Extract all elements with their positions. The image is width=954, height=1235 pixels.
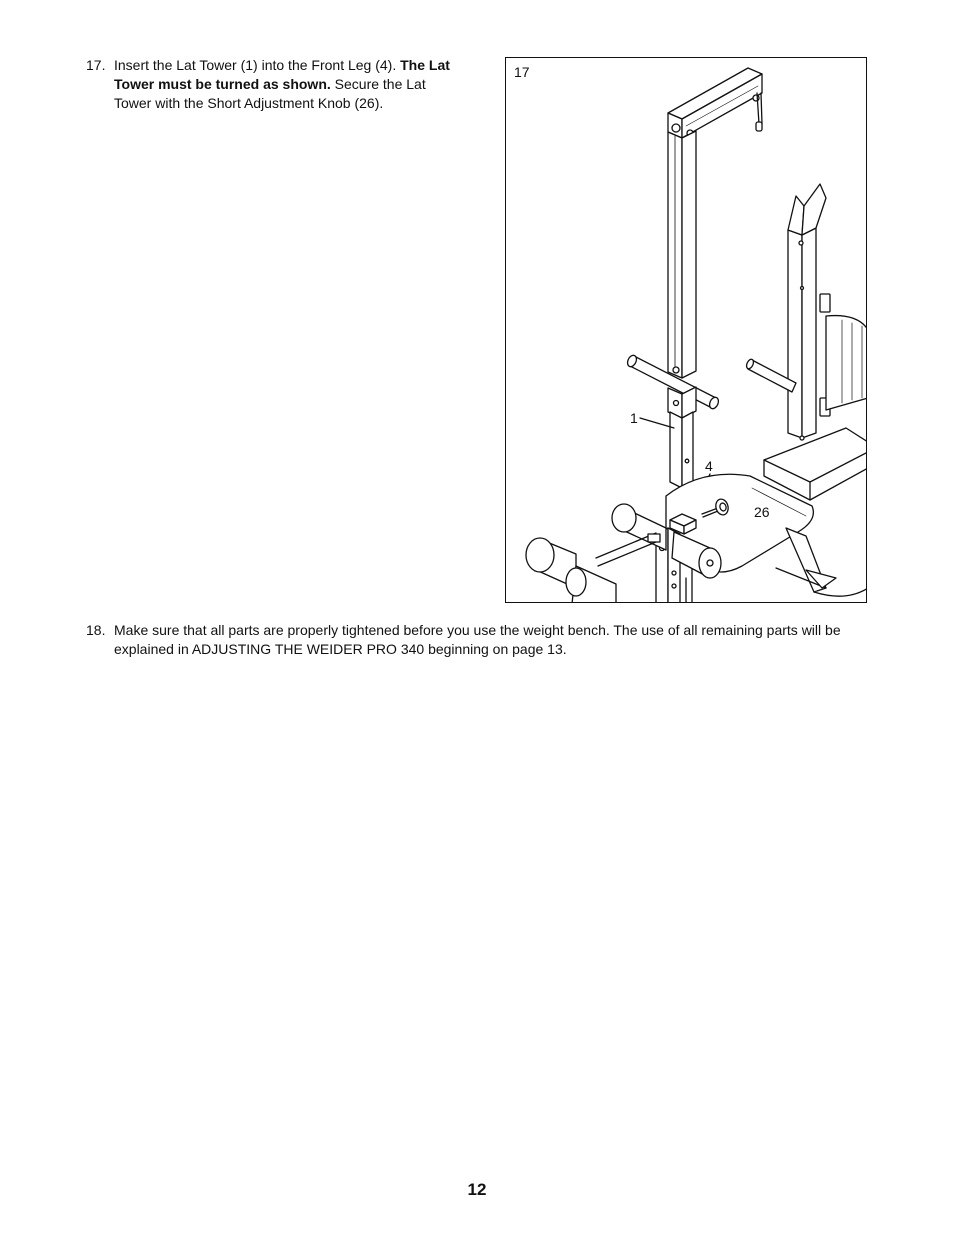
callout-front-leg: 4 (705, 458, 713, 474)
seat-pad (764, 428, 867, 500)
step-17 (86, 56, 478, 116)
leader-1 (640, 418, 674, 428)
callout-adjustment-knob: 26 (754, 504, 770, 520)
step-number: 18. (86, 622, 106, 638)
lat-tower-arm (668, 68, 762, 138)
step-text (114, 56, 466, 113)
assembly-figure (505, 57, 867, 603)
figure-number: 17 (514, 64, 530, 80)
page-number: 12 (467, 1180, 487, 1199)
step-text-plain: Insert the Lat Tower (1) into the Front Leg (4). (114, 57, 397, 73)
pulley-top-right (753, 93, 762, 131)
step-number: 17. (86, 57, 106, 73)
step-text: Make sure that all parts are properly tightened before you use the weight bench. The use of all remaining parts will be explained in ADJUSTING THE WEIDER PRO 340 beginning on page 13. (114, 622, 841, 657)
step-text-after: Secure the Lat Tower with the Short Adjustment Knob (26). (114, 76, 426, 111)
lat-tower-insert (668, 387, 696, 488)
callout-lat-tower: 1 (630, 410, 638, 426)
assembly-drawing (506, 58, 867, 603)
step-text-bold: The Lat Tower must be turned as shown. (114, 57, 450, 92)
barbell-rack-upright (788, 184, 830, 440)
lat-tower-upright (668, 131, 696, 378)
backrest (826, 316, 867, 410)
step-18 (86, 621, 866, 661)
rear-frame (776, 528, 867, 596)
